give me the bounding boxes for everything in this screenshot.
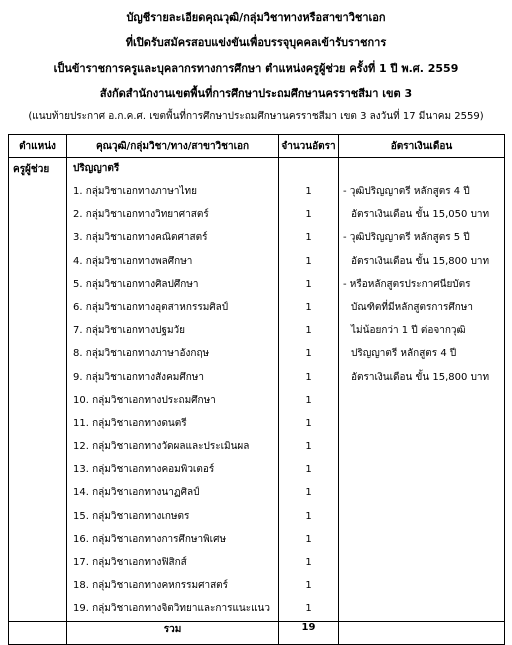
subject-count: 1 xyxy=(305,209,312,221)
subject-item: 11. กลุ่มวิชาเอกทางดนตรี xyxy=(73,417,187,429)
subject-count: 1 xyxy=(305,186,312,197)
subject-count: 1 xyxy=(305,580,312,592)
count-cell xyxy=(279,158,339,622)
subject-item: 16. กลุ่มวิชาเอกทางการศึกษาพิเศษ xyxy=(73,533,227,545)
subject-item: 15. กลุ่มวิชาเอกทางเกษตร xyxy=(73,510,190,522)
subjects-list xyxy=(67,180,278,621)
subject-item: 6. กลุ่มวิชาเอกทางอุตสาหกรรมศิลป์ xyxy=(73,301,229,313)
subject-item: 13. กลุ่มวิชาเอกทางคอมพิวเตอร์ xyxy=(73,464,215,476)
salary-line: อัตราเงินเดือน ขั้น 15,800 บาท xyxy=(351,255,490,267)
salary-line: อัตราเงินเดือน ขั้น 15,050 บาท xyxy=(351,209,490,221)
document-subtitle-2: เป็นข้าราชการครูและบุคลากรทางการศึกษา ตำแหน่งครูผู้ช่วย ครั้งที่ 1 ปี พ.ศ. 2559 xyxy=(53,62,459,75)
subject-item: 14. กลุ่มวิชาเอกทางนาฏศิลป์ xyxy=(73,487,200,499)
subject-item: 12. กลุ่มวิชาเอกทางวัดผลและประเมินผล xyxy=(73,441,250,453)
subject-item: 9. กลุ่มวิชาเอกทางสังคมศึกษา xyxy=(73,371,204,383)
qualification-cell xyxy=(67,158,279,622)
position-cell: ครูผู้ช่วย xyxy=(9,158,67,622)
subject-item: 7. กลุ่มวิชาเอกทางปฐมวัย xyxy=(73,325,186,337)
table-body-row xyxy=(9,158,505,622)
header-salary: อัตราเงินเดือน xyxy=(339,135,505,158)
counts-list xyxy=(279,180,338,621)
document-subtitle-1: ที่เปิดรับสมัครสอบแข่งขันเพื่อบรรจุบุคคลเข้ารับราชการ xyxy=(125,36,387,49)
positions-table xyxy=(8,134,505,645)
document-subtitle-3: สังกัดสำนักงานเขตพื้นที่การศึกษาประถมศึกษานครราชสีมา เขต 3 xyxy=(99,87,413,100)
subject-item: 4. กลุ่มวิชาเอกทางพลศึกษา xyxy=(73,255,193,267)
subject-count: 1 xyxy=(305,533,312,545)
subject-item: 8. กลุ่มวิชาเอกทางภาษาอังกฤษ xyxy=(73,348,210,360)
salary-line: - หรือหลักสูตรประกาศนียบัตร xyxy=(343,278,471,290)
subject-count: 1 xyxy=(305,487,312,499)
table-header-row xyxy=(9,135,505,158)
salary-line: บัณฑิตที่มีหลักสูตรการศึกษา xyxy=(351,301,473,313)
subject-count: 1 xyxy=(305,325,312,337)
salary-line: อัตราเงินเดือน ขั้น 15,800 บาท xyxy=(351,371,490,383)
document-title: บัญชีรายละเอียดคุณวุฒิ/กลุ่มวิชาทางหรือสาขาวิชาเอก xyxy=(126,11,386,24)
subject-count: 1 xyxy=(305,348,312,360)
subject-item: 18. กลุ่มวิชาเอกทางคหกรรมศาสตร์ xyxy=(73,580,229,592)
salary-cell xyxy=(339,158,505,622)
total-count: 19 xyxy=(279,621,339,644)
subject-count: 1 xyxy=(305,371,312,383)
subject-count: 1 xyxy=(305,255,312,267)
document-note: (แนบท้ายประกาศ อ.ก.ค.ศ. เขตพื้นที่การศึกษาประถมศึกษานครราชสีมา เขต 3 ลงวันที่ 17 มีนาคม 2559) xyxy=(28,111,484,122)
subject-count: 1 xyxy=(305,603,312,615)
subject-item: 19. กลุ่มวิชาเอกทางจิตวิทยาและการแนะแนว xyxy=(73,603,271,615)
subject-count: 1 xyxy=(305,278,312,290)
salary-line: ไม่น้อยกว่า 1 ปี ต่อจากวุฒิ xyxy=(351,325,466,337)
subject-count: 1 xyxy=(305,394,312,406)
total-empty-cell-2 xyxy=(339,621,505,644)
header-count: จำนวนอัตรา xyxy=(279,135,339,158)
subject-item: 5. กลุ่มวิชาเอกทางศิลปศึกษา xyxy=(73,278,199,290)
total-empty-cell xyxy=(9,621,67,644)
subject-count: 1 xyxy=(305,510,312,522)
subject-item: 2. กลุ่มวิชาเอกทางวิทยาศาสตร์ xyxy=(73,209,209,221)
subject-count: 1 xyxy=(305,441,312,453)
salary-line: ปริญญาตรี หลักสูตร 4 ปี xyxy=(351,348,457,360)
subject-item: 1. กลุ่มวิชาเอกทางภาษาไทย xyxy=(73,186,197,197)
subject-count: 1 xyxy=(305,232,312,244)
subject-count: 1 xyxy=(305,417,312,429)
header-position: ตำแหน่ง xyxy=(9,135,67,158)
subject-count: 1 xyxy=(305,557,312,568)
subject-count: 1 xyxy=(305,301,312,313)
salary-line: - วุฒิปริญญาตรี หลักสูตร 5 ปี xyxy=(343,232,470,244)
subject-item: 17. กลุ่มวิชาเอกทางฟิสิกส์ xyxy=(73,557,187,568)
subject-item: 10. กลุ่มวิชาเอกทางประถมศึกษา xyxy=(73,394,216,406)
header-qualification: คุณวุฒิ/กลุ่มวิชา/ทาง/สาขาวิชาเอก xyxy=(67,135,279,158)
subject-count: 1 xyxy=(305,464,312,476)
subject-item: 3. กลุ่มวิชาเอกทางคณิตศาสตร์ xyxy=(73,232,208,244)
total-label: รวม xyxy=(67,621,279,644)
salary-line: - วุฒิปริญญาตรี หลักสูตร 4 ปี xyxy=(343,186,470,197)
degree-label: ปริญญาตรี xyxy=(73,163,120,174)
salary-list xyxy=(339,158,504,389)
total-row xyxy=(9,621,505,644)
